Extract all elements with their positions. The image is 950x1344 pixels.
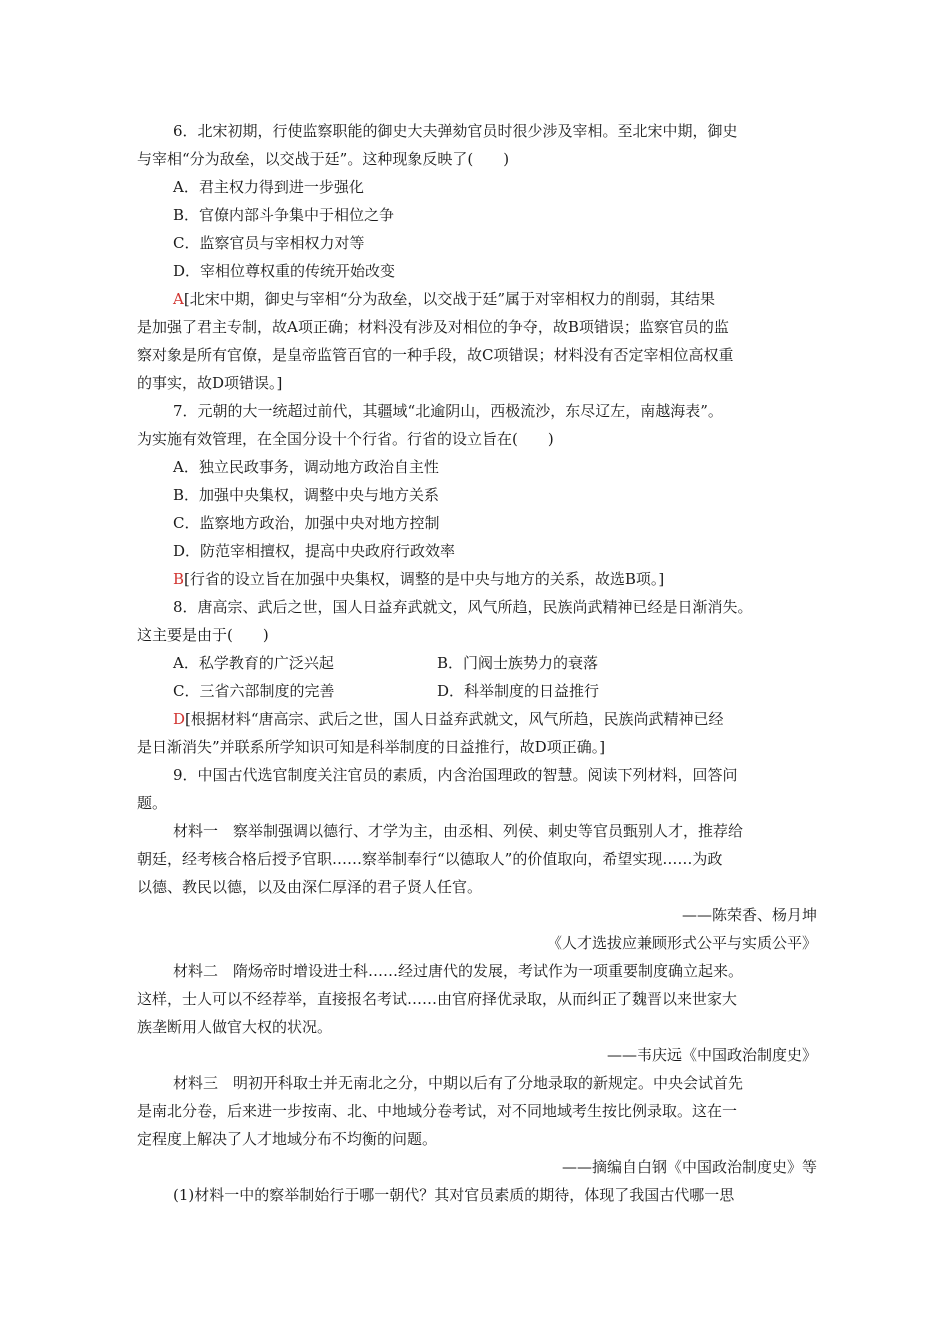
- q9-stem-line-1: 9．中国古代选官制度关注官员的素质，内含治国理政的智慧。阅读下列材料，回答问: [173, 766, 738, 784]
- q6-option-a: A．君主权力得到进一步强化: [173, 178, 364, 196]
- material-1-source-author: ——陈荣香、杨月坤: [681, 906, 817, 924]
- q8-explanation-2: 是日渐消失”并联系所学知识可知是科举制度的日益推行，故D项正确。]: [137, 738, 606, 756]
- q8-answer-letter: D: [173, 710, 186, 728]
- q6-explanation-4: 的事实，故D项错误。]: [137, 374, 283, 392]
- q7-option-b: B．加强中央集权，调整中央与地方关系: [173, 486, 440, 504]
- q6-option-b: B．官僚内部斗争集中于相位之争: [173, 206, 395, 224]
- q6-option-c: C．监察官员与宰相权力对等: [173, 234, 365, 252]
- material-1-source-title: 《人才选拔应兼顾形式公平与实质公平》: [546, 934, 817, 952]
- material-3-line-1: 材料三 明初开科取士并无南北之分，中期以后有了分地录取的新规定。中央会试首先: [173, 1074, 744, 1092]
- q7-option-c: C．监察地方政治，加强中央对地方控制: [173, 514, 440, 532]
- q7-stem-line-2: 为实施有效管理，在全国分设十个行省。行省的设立旨在( ): [137, 430, 554, 448]
- q8-stem-line-1: 8．唐高宗、武后之世，国人日益弃武就文，风气所趋，民族尚武精神已经是日渐消失。: [173, 598, 753, 616]
- q6-answer-line-1: [173, 289, 853, 309]
- q8-option-b: B．门阀士族势力的衰落: [437, 654, 599, 672]
- q8-explanation-1: [根据材料“唐高宗、武后之世，国人日益弃武就文，风气所趋，民族尚武精神已经: [185, 710, 724, 728]
- q8-option-a: A．私学教育的广泛兴起: [173, 654, 334, 672]
- q6-explanation-2: 是加强了君主专制，故A项正确；材料没有涉及对相位的争夺，故B项错误；监察官员的监: [137, 318, 729, 336]
- material-2-line-2: 这样，士人可以不经荐举，直接报名考试……由官府择优录取，从而纠正了魏晋以来世家大: [137, 990, 738, 1008]
- q6-option-d: D．宰相位尊权重的传统开始改变: [173, 262, 396, 280]
- material-1-line-2: 朝廷，经考核合格后授予官职……察举制奉行“以德取人”的价值取向，希望实现……为政: [137, 850, 723, 868]
- q7-option-a: A．独立民政事务，调动地方政治自主性: [173, 458, 439, 476]
- q6-stem-line-1: 6．北宋初期，行使监察职能的御史大夫弹劾官员时很少涉及宰相。至北宋中期，御史: [173, 122, 738, 140]
- q6-explanation-3: 察对象是所有官僚，是皇帝监管百官的一种手段，故C项错误；材料没有否定宰相位高权重: [137, 346, 734, 364]
- material-3-line-3: 定程度上解决了人才地域分布不均衡的问题。: [137, 1130, 438, 1148]
- q6-stem-line-2: 与宰相“分为敌垒，以交战于廷”。这种现象反映了( ): [137, 150, 510, 168]
- q7-answer-letter: B: [173, 570, 185, 588]
- q9-subquestion-1: (1)材料一中的察举制始行于哪一朝代？其对官员素质的期待，体现了我国古代哪一思: [173, 1186, 735, 1204]
- q7-stem-line-1: 7．元朝的大一统超过前代，其疆域“北逾阴山，西极流沙，东尽辽左，南越海表”。: [173, 402, 723, 420]
- material-1-line-1: 材料一 察举制强调以德行、才学为主，由丞相、列侯、刺史等官员甄别人才，推荐给: [173, 822, 744, 840]
- q7-explanation-1: [行省的设立旨在加强中央集权，调整的是中央与地方的关系，故选B项。]: [184, 570, 665, 588]
- q9-stem-line-2: 题。: [137, 794, 168, 812]
- material-1-line-3: 以德、教民以德，以及由深仁厚泽的君子贤人任官。: [137, 878, 483, 896]
- material-3-line-2: 是南北分卷，后来进一步按南、北、中地域分卷考试，对不同地域考生按比例录取。这在一: [137, 1102, 738, 1120]
- q6-explanation-1: [北宋中期，御史与宰相“分为敌垒，以交战于廷”属于对宰相权力的削弱，其结果: [183, 290, 716, 308]
- q8-option-c: C．三省六部制度的完善: [173, 682, 335, 700]
- material-3-source: ——摘编自白钢《中国政治制度史》等: [561, 1158, 817, 1176]
- q7-option-d: D．防范宰相擅权，提高中央政府行政效率: [173, 542, 456, 560]
- q8-answer-line-1: [173, 709, 853, 729]
- material-2-source: ——韦庆远《中国政治制度史》: [606, 1046, 817, 1064]
- q8-stem-line-2: 这主要是由于( ): [137, 626, 269, 644]
- material-2-line-1: 材料二 隋炀帝时增设进士科……经过唐代的发展，考试作为一项重要制度确立起来。: [173, 962, 744, 980]
- q8-option-d: D．科举制度的日益推行: [437, 682, 600, 700]
- material-2-line-3: 族垄断用人做官大权的状况。: [137, 1018, 333, 1036]
- q6-answer-letter: A: [173, 290, 184, 308]
- q7-answer-line: [173, 569, 853, 589]
